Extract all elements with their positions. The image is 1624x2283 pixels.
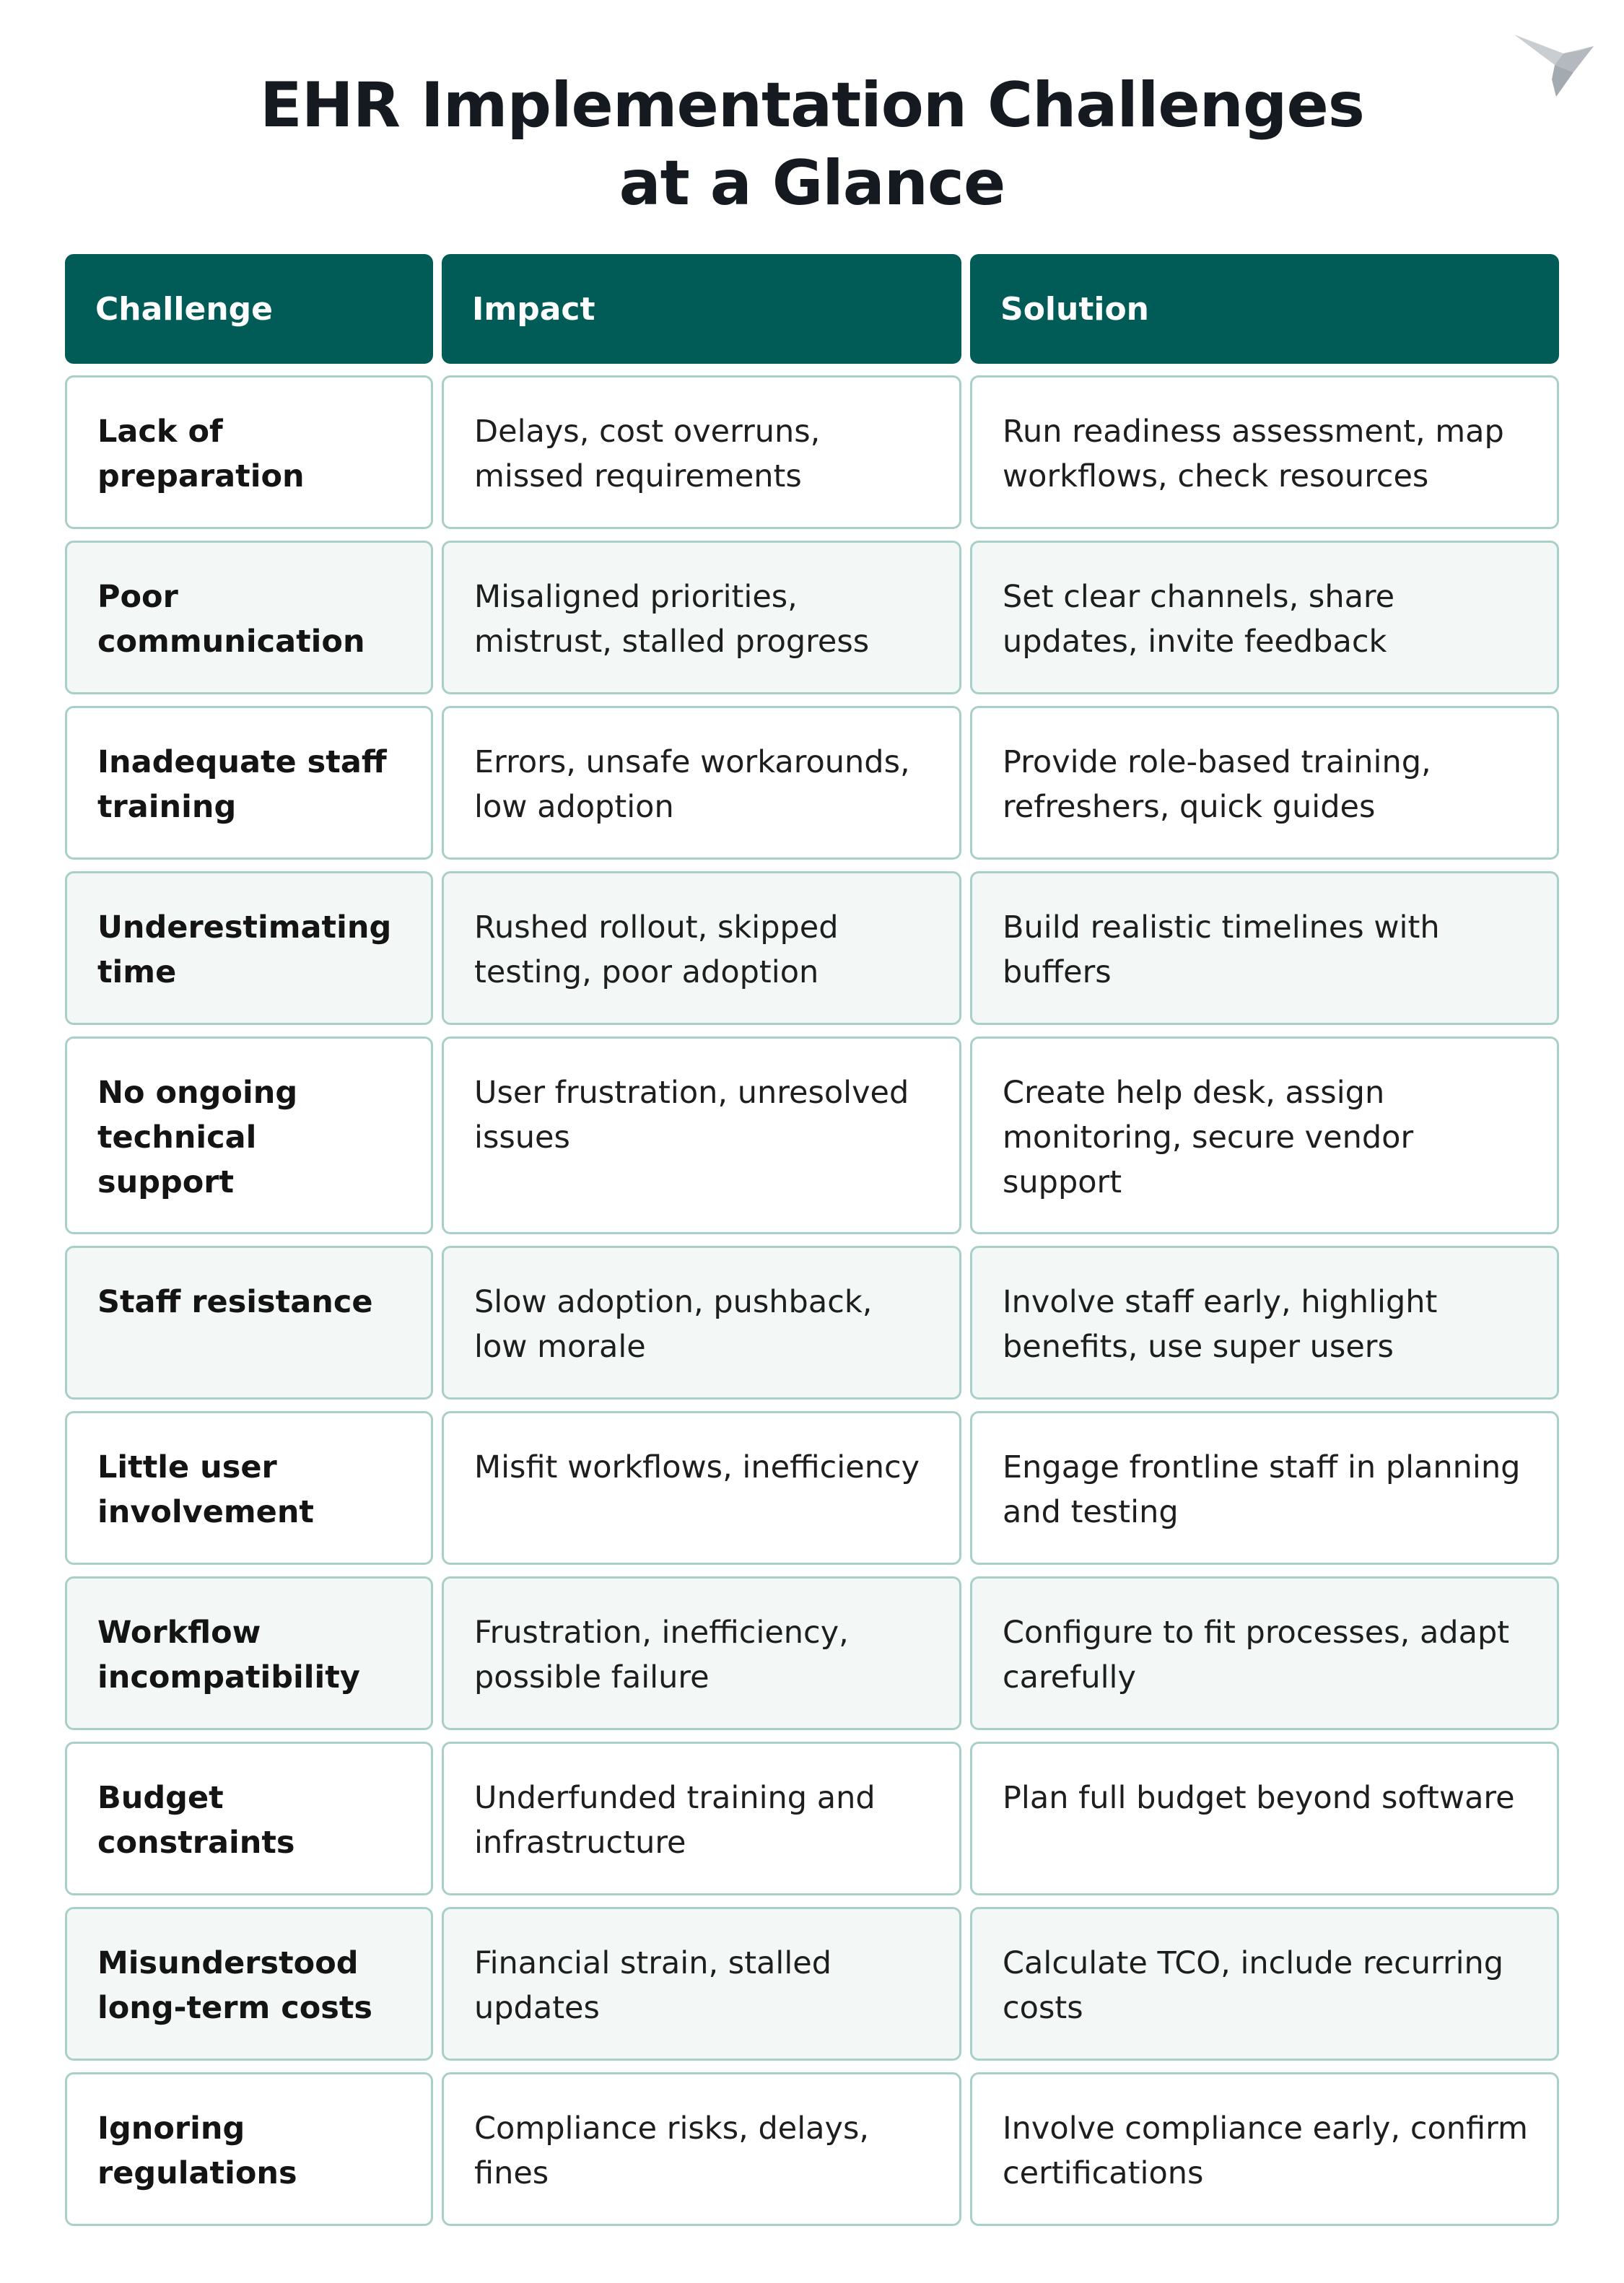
table-row-solution: Calculate TCO, include recurring costs (970, 1907, 1559, 2061)
table-row-challenge: Lack of preparation (65, 375, 433, 529)
table-row-challenge: Budget constraints (65, 1742, 433, 1895)
column-header-challenge: Challenge (65, 254, 433, 364)
table-row-challenge: Ignoring regulations (65, 2072, 433, 2226)
table-row-challenge: Inadequate staff training (65, 706, 433, 860)
column-header-solution: Solution (970, 254, 1559, 364)
table-row-impact: Delays, cost overruns, missed requirements (442, 375, 961, 529)
table-row-impact: Slow adoption, pushback, low morale (442, 1246, 961, 1400)
table-row-solution: Provide role-based training, refreshers, quick guides (970, 706, 1559, 860)
table-row-challenge: Misunderstood long-term costs (65, 1907, 433, 2061)
table-row-impact: Compliance risks, delays, fines (442, 2072, 961, 2226)
table-row-solution: Engage frontline staff in planning and testing (970, 1411, 1559, 1565)
table-row-impact: Rushed rollout, skipped testing, poor adoption (442, 871, 961, 1025)
table-row-solution: Involve staff early, highlight benefits, use super users (970, 1246, 1559, 1400)
table-row-impact: Frustration, inefficiency, possible failure (442, 1576, 961, 1730)
table-row-challenge: No ongoing technical support (65, 1036, 433, 1234)
table-row-solution: Run readiness assessment, map workflows, check resources (970, 375, 1559, 529)
table-row-solution: Involve compliance early, confirm certifications (970, 2072, 1559, 2226)
table-row-solution: Plan full budget beyond software (970, 1742, 1559, 1895)
table-row-impact: Misaligned priorities, mistrust, stalled progress (442, 541, 961, 694)
table-row-challenge: Poor communication (65, 541, 433, 694)
table-row-impact: User frustration, unresolved issues (442, 1036, 961, 1234)
table-row-solution: Build realistic timelines with buffers (970, 871, 1559, 1025)
page-title-line-2: at a Glance (619, 147, 1005, 219)
table-row-challenge: Underestimating time (65, 871, 433, 1025)
table-row-impact: Errors, unsafe workarounds, low adoption (442, 706, 961, 860)
challenges-table (65, 254, 1559, 2226)
table-row-impact: Underfunded training and infrastructure (442, 1742, 961, 1895)
table-row-challenge: Staff resistance (65, 1246, 433, 1400)
table-row-solution: Create help desk, assign monitoring, secure vendor support (970, 1036, 1559, 1234)
table-row-challenge: Workflow incompatibility (65, 1576, 433, 1730)
table-row-solution: Set clear channels, share updates, invite feedback (970, 541, 1559, 694)
table-row-solution: Configure to fit processes, adapt carefully (970, 1576, 1559, 1730)
page-title (0, 66, 1624, 222)
table-row-impact: Financial strain, stalled updates (442, 1907, 961, 2061)
page-title-line-1: EHR Implementation Challenges (260, 69, 1364, 141)
column-header-impact: Impact (442, 254, 961, 364)
table-row-challenge: Little user involvement (65, 1411, 433, 1565)
table-row-impact: Misfit workflows, inefficiency (442, 1411, 961, 1565)
